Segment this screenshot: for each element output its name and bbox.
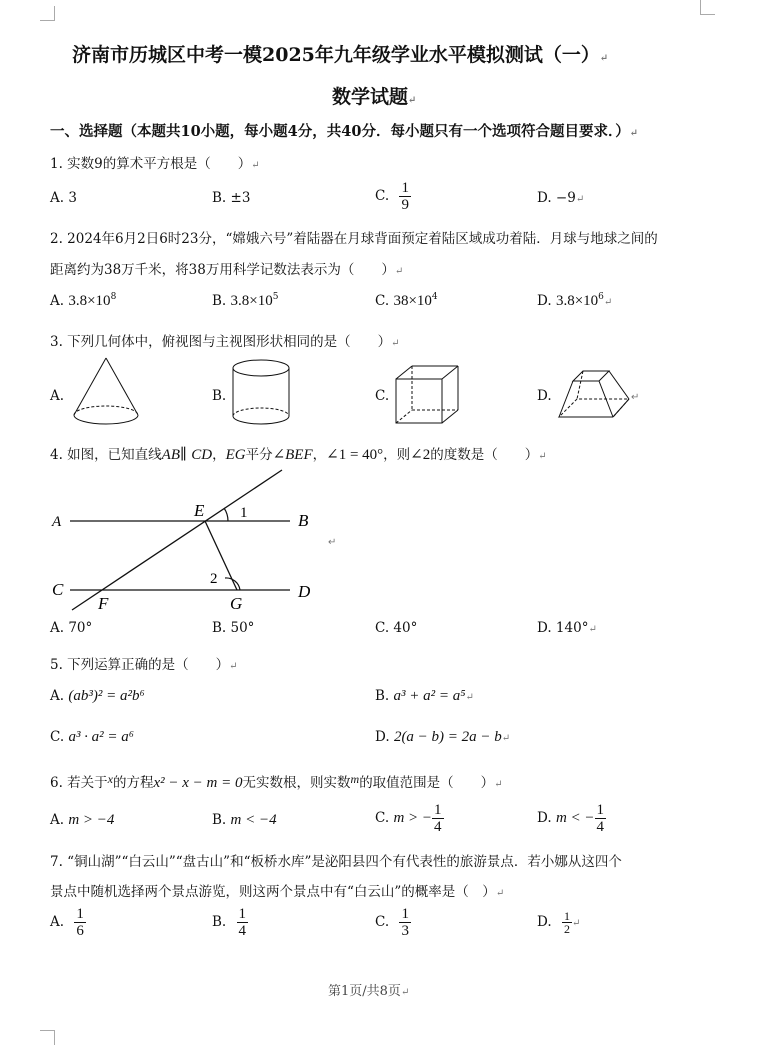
point-e-label: E bbox=[194, 501, 205, 520]
question-5-option-d: D. 2(a − b) = 2a − b↵ bbox=[375, 729, 511, 745]
question-3-option-b-label: B. bbox=[212, 388, 227, 404]
parallel-lines-figure bbox=[40, 465, 340, 615]
frustum-figure bbox=[555, 365, 640, 425]
fraction: $\frac{1}{6}$ bbox=[76, 906, 84, 939]
question-3-option-d-label: D. bbox=[537, 388, 552, 404]
question-2-option-a: A. $3.8\times 10^8$ bbox=[50, 292, 117, 309]
fraction: $\frac{1}{4}$ bbox=[238, 906, 247, 939]
fraction: $\frac{1}{9}$ bbox=[401, 180, 409, 213]
question-2-stem-line-1: 2. 2024年6月2日6时23分，“嫦娥六号”着陆器在月球背面预定着陆区域成功着陆．月球与地球之间的 bbox=[50, 231, 658, 247]
point-f-label: F bbox=[98, 594, 109, 613]
question-5-option-a: A. (ab³)² = a²b⁶ bbox=[50, 688, 145, 704]
fraction: $\frac{1}{2}$ bbox=[563, 909, 570, 936]
question-2-option-b: B. $3.8\times 10^5$ bbox=[212, 292, 279, 309]
point-a-label: A bbox=[52, 514, 62, 530]
page-title: 济南市历城区中考一模2025年九年级学业水平模拟测试（一）↵ bbox=[72, 44, 609, 66]
question-5-option-b: B. a³ + a² = a⁵↵ bbox=[375, 688, 474, 704]
paragraph-mark: ↵ bbox=[328, 537, 337, 548]
point-d-label: D bbox=[298, 582, 311, 601]
question-1-option-a: A. 3 bbox=[50, 190, 77, 206]
question-1-stem: 1. 实数9的算术平方根是（ ）↵ bbox=[50, 156, 260, 172]
corner-mark-bottom-left bbox=[40, 1030, 55, 1045]
page-subtitle: 数学试题↵ bbox=[332, 86, 417, 108]
corner-mark-top-left bbox=[40, 6, 55, 21]
question-5-stem: 5. 下列运算正确的是（ ）↵ bbox=[50, 657, 238, 673]
question-4-stem: 4. 如图，已知直线AB∥ CD，EG平分∠BEF，∠1 = 40°，则∠2的度数是（ ）↵ bbox=[50, 447, 547, 463]
point-b-label: B bbox=[298, 511, 309, 530]
question-2-option-d: D. $3.8\times 10^6↵$ bbox=[537, 292, 613, 309]
question-7-stem-line-1: 7. “铜山湖”“白云山”“盘古山”和“板桥水库”是泌阳县四个有代表性的旅游景点．若小娜从这四个 bbox=[50, 854, 622, 870]
cube-figure bbox=[392, 363, 462, 427]
question-4-option-b: B. 50° bbox=[212, 620, 255, 636]
question-7-option-d: D. $\frac{1}{2}$ ↵ bbox=[537, 909, 581, 936]
question-2-option-c: C. $38\times 10^4$ bbox=[375, 292, 438, 309]
question-4-option-d: D. 140°↵ bbox=[537, 620, 597, 636]
question-7-option-c: C. $\frac{1}{3}$ bbox=[375, 906, 409, 939]
fraction: $\frac{1}{3}$ bbox=[401, 906, 409, 939]
question-6-option-a: A. m > −4 bbox=[50, 812, 115, 828]
question-2-stem-line-2: 距离约为38万千米，将38万用科学记数法表示为（ ）↵ bbox=[50, 262, 404, 278]
paragraph-mark: ↵ bbox=[631, 392, 640, 403]
point-g-label: G bbox=[230, 594, 243, 613]
question-1-option-b: B. ±3 bbox=[212, 190, 251, 206]
fraction: $\frac{1}{4}$ bbox=[596, 802, 605, 835]
question-7-stem-line-2: 景点中随机选择两个景点游览，则这两个景点中有“白云山”的概率是（ ）↵ bbox=[50, 884, 505, 900]
question-3-stem: 3. 下列几何体中，俯视图与主视图形状相同的是（ ）↵ bbox=[50, 334, 400, 350]
angle-2-label: 2 bbox=[210, 571, 218, 587]
question-1-option-c: C. $\frac{1}{9}$ bbox=[375, 180, 409, 213]
point-c-label: C bbox=[52, 580, 64, 599]
question-7-option-b: B. $\frac{1}{4}$ bbox=[212, 906, 247, 939]
question-4-option-c: C. 40° bbox=[375, 620, 418, 636]
question-5-option-c: C. a³ · a² = a⁶ bbox=[50, 729, 135, 745]
cylinder-figure bbox=[230, 358, 292, 430]
question-7-option-a: A. $\frac{1}{6}$ bbox=[50, 906, 84, 939]
page-footer: 第1页/共8页↵ bbox=[328, 984, 410, 999]
question-1-option-d: D. −9↵ bbox=[537, 190, 585, 206]
question-3-option-a-label: A. bbox=[50, 388, 65, 404]
question-3-option-c-label: C. bbox=[375, 388, 390, 404]
question-6-option-d: D. m < − $\frac{1}{4}$ bbox=[537, 802, 605, 835]
fraction: $\frac{1}{4}$ bbox=[434, 802, 442, 835]
corner-mark-top-right bbox=[700, 0, 715, 15]
question-6-option-b: B. m < −4 bbox=[212, 812, 277, 828]
angle-1-label: 1 bbox=[240, 505, 248, 521]
cone-figure bbox=[70, 355, 142, 430]
question-6-stem: 6. 若关于x的方程x² − x − m = 0无实数根，则实数m的取值范围是（ ）↵ bbox=[50, 772, 503, 791]
question-6-option-c: C. m > − $\frac{1}{4}$ bbox=[375, 802, 442, 835]
question-4-option-a: A. 70° bbox=[50, 620, 93, 636]
section-heading: 一、选择题（本题共10小题，每小题4分，共40分．每小题只有一个选项符合题目要求．）↵ bbox=[50, 123, 639, 140]
